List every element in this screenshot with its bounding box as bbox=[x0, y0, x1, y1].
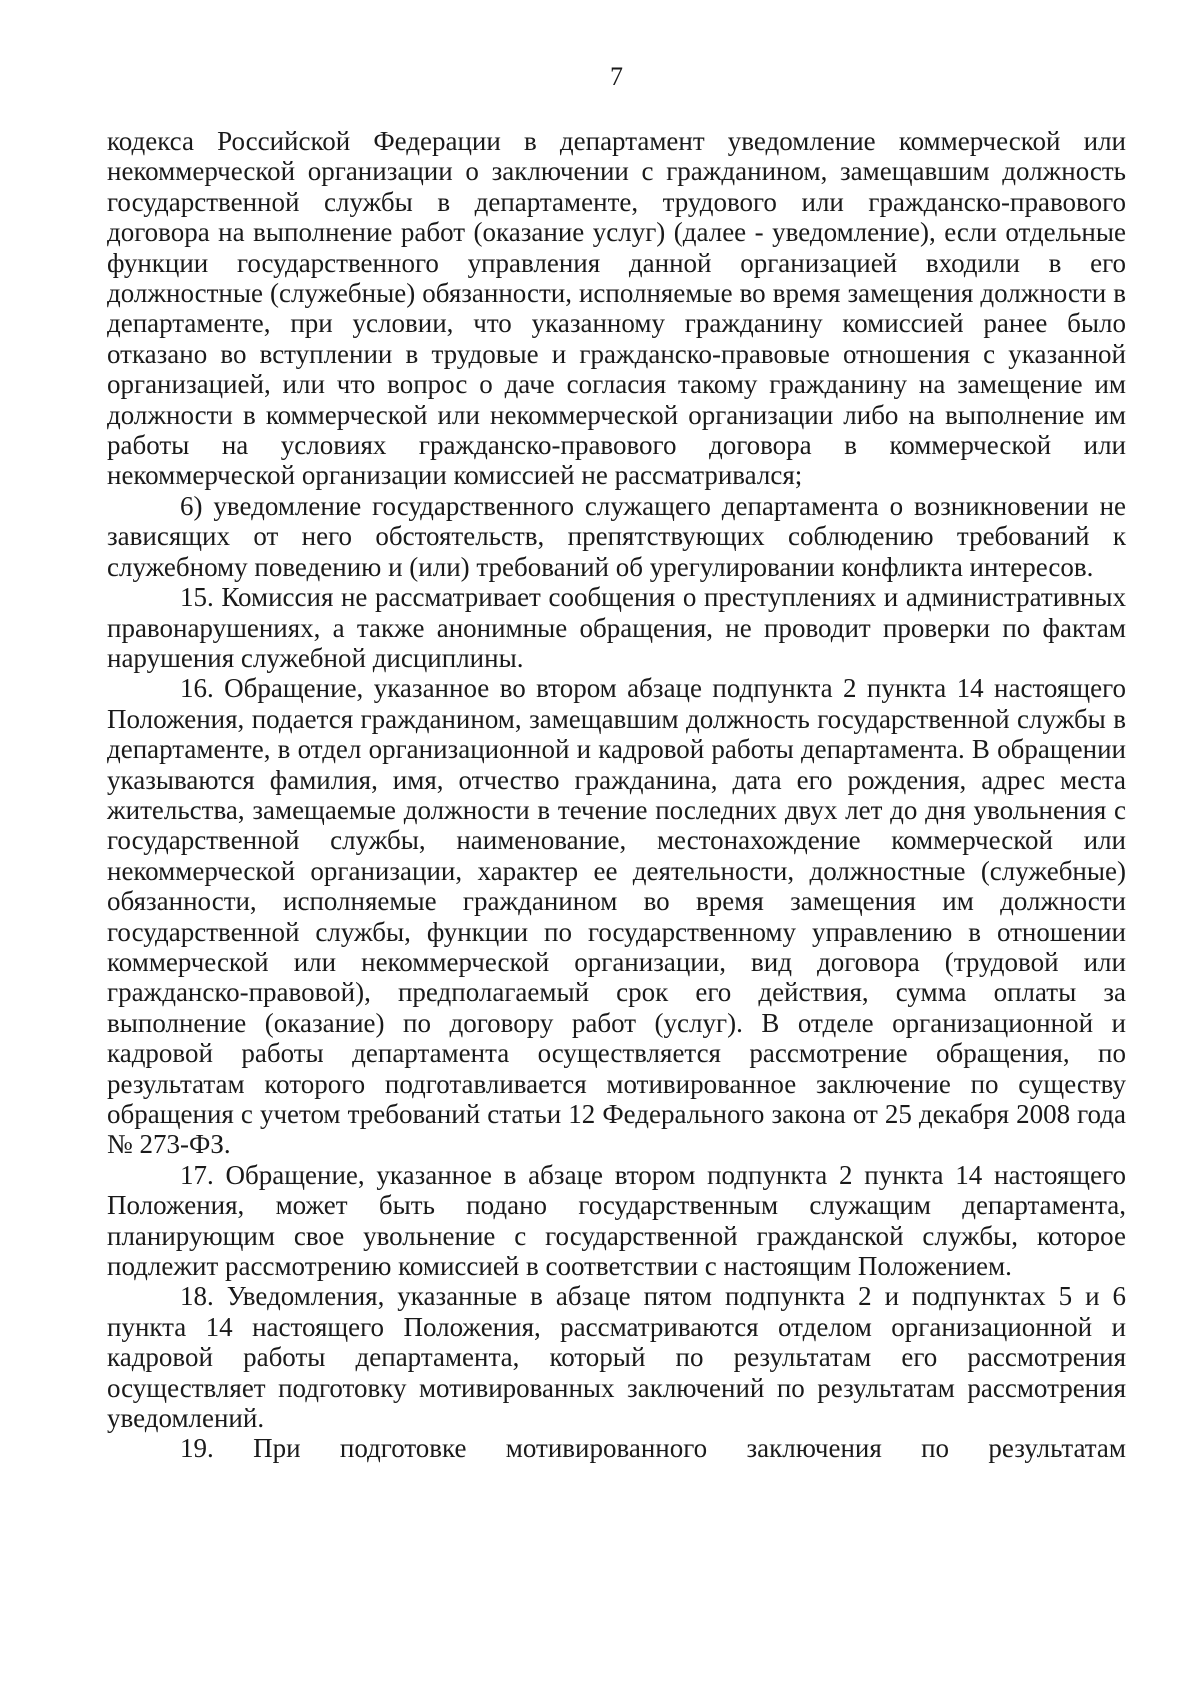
paragraph-item-19: 19. При подготовке мотивированного заключения по результатам bbox=[180, 1433, 1126, 1464]
paragraph-continuation: кодекса Российской Федерации в департамент уведомление коммерческой или некоммерческой организации о заключении с гражданином, замещавшим должность государственной службы в департаменте, трудового или гражданско-правового договора на выполнение работ (оказание услуг) (далее - уведомление), если отдельные функции государственного управления данной организацией входили в его должностные (служебные) обязанности, исполняемые во время замещения должности в департаменте, при условии, что указанному гражданину комиссией ранее было отказано во вступлении в трудовые и гражданско-правовые отношения с указанной организацией, или что вопрос о даче согласия такому гражданину на замещение им должности в коммерческой или некоммерческой организации либо на выполнение им работы на условиях гражданско-правового договора в коммерческой или некоммерческой организации комиссией не рассматривался; bbox=[107, 126, 1126, 491]
paragraph-item-15: 15. Комиссия не рассматривает сообщения о преступлениях и административных правонарушениях, а также анонимные обращения, не проводит проверки по фактам нарушения служебной дисциплины. bbox=[107, 582, 1126, 673]
paragraph-item-17: 17. Обращение, указанное в абзаце втором подпункта 2 пункта 14 настоящего Положения, может быть подано государственным служащим департамента, планирующим свое увольнение с государственной гражданской службы, которое подлежит рассмотрению комиссией в соответствии с настоящим Положением. bbox=[107, 1159, 1126, 1282]
paragraph-item-6: 6) уведомление государственного служащего департамента о возникновении не зависящих от него обстоятельств, препятствующих соблюдению требований к служебному поведению и (или) требований об урегулировании конфликта интересов. bbox=[107, 490, 1126, 582]
paragraph-item-16: 16. Обращение, указанное во втором абзаце подпункта 2 пункта 14 настоящего Положения, подается гражданином, замещавшим должность государственной службы в департаменте, в отдел организационной и кадровой работы департамента. В обращении указываются фамилия, имя, отчество гражданина, дата его рождения, адрес места жительства, замещаемые должности в течение последних двух лет до дня увольнения с государственной службы, наименование, местонахождение коммерческой или некоммерческой организации, характер ее деятельности, должностные (служебные) обязанности, исполняемые гражданином во время замещения им должности государственной службы, функции по государственному управлению в отношении коммерческой или некоммерческой организации, вид договора (трудовой или гражданско-правовой), предполагаемый срок его действия, сумма оплаты за выполнение (оказание) по договору работ (услуг). В отделе организационной и кадровой работы департамента осуществляется рассмотрение обращения, по результатам которого подготавливается мотивированное заключение по существу обращения с учетом требований статьи 12 Федерального закона от 25 декабря 2008 года № 273-ФЗ. bbox=[107, 673, 1126, 1160]
page-number: 7 bbox=[610, 62, 623, 91]
paragraph-item-18: 18. Уведомления, указанные в абзаце пятом подпункта 2 и подпунктах 5 и 6 пункта 14 настоящего Положения, рассматриваются отделом организационной и кадровой работы департамента, который по результатам его рассмотрения осуществляет подготовку мотивированных заключений по результатам рассмотрения уведомлений. bbox=[107, 1281, 1126, 1434]
